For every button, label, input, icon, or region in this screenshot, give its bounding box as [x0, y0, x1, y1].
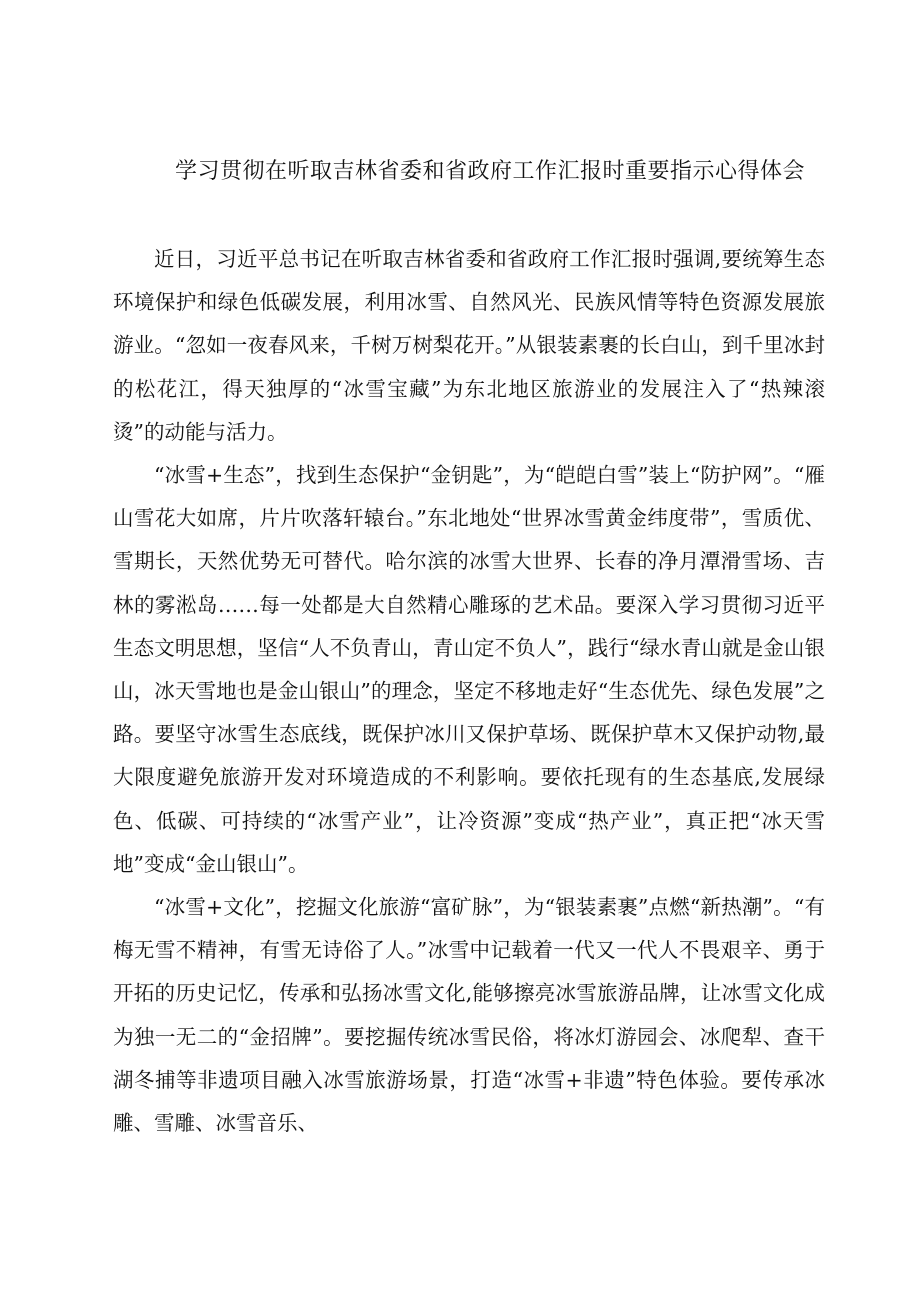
- document-body: [113, 238, 825, 1145]
- paragraph-ice-snow-ecology: “冰雪+生态”，找到生态保护“金钥匙”，为“皑皑白雪”装上“防护网”。“雁山雪花大如席，片片吹落轩辕台。”东北地处“世界冰雪黄金纬度带”，雪质优、雪期长，天然优势无可替代。哈尔滨的冰雪大世界、长春的净月潭滑雪场、吉林的雾淞岛……每一处都是大自然精心雕琢的艺术品。要深入学习贯彻习近平生态文明思想，坚信“人不负青山，青山定不负人”，践行“绿水青山就是金山银山，冰天雪地也是金山银山”的理念，坚定不移地走好“生态优先、绿色发展”之路。要坚守冰雪生态底线，既保护冰川又保护草场、既保护草木又保护动物,最大限度避免旅游开发对环境造成的不利影响。要依托现有的生态基底,发展绿色、低碳、可持续的“冰雪产业”，让冷资源”变成“热产业”，真正把“冰天雪地”变成“金山银山”。: [113, 463, 825, 876]
- paragraph-ice-snow-culture: “冰雪+文化”，挖掘文化旅游“富矿脉”，为“银装素裹”点燃“新热潮”。“有梅无雪不精神，有雪无诗俗了人。”冰雪中记载着一代又一代人不畏艰辛、勇于开拓的历史记忆，传承和弘扬冰雪文化,能够擦亮冰雪旅游品牌，让冰雪文化成为独一无二的“金招牌”。要挖掘传统冰雪民俗，将冰灯游园会、冰爬犁、查干湖冬捕等非遗项目融入冰雪旅游场景，打造“冰雪+非遗”特色体验。要传承冰雕、雪雕、冰雪音乐、: [113, 895, 825, 1136]
- paragraph-intro: 近日，习近平总书记在听取吉林省委和省政府工作汇报时强调,要统筹生态环境保护和绿色低碳发展，利用冰雪、自然风光、民族风情等特色资源发展旅游业。“忽如一夜春风来，千树万树梨花开。”从银装素裹的长白山，到千里冰封的松花江，得天独厚的“冰雪宝藏”为东北地区旅游业的发展注入了“热辣滚烫”的动能与活力。: [113, 247, 825, 444]
- document-title: 学习贯彻在听取吉林省委和省政府工作汇报时重要指示心得体会: [174, 159, 805, 184]
